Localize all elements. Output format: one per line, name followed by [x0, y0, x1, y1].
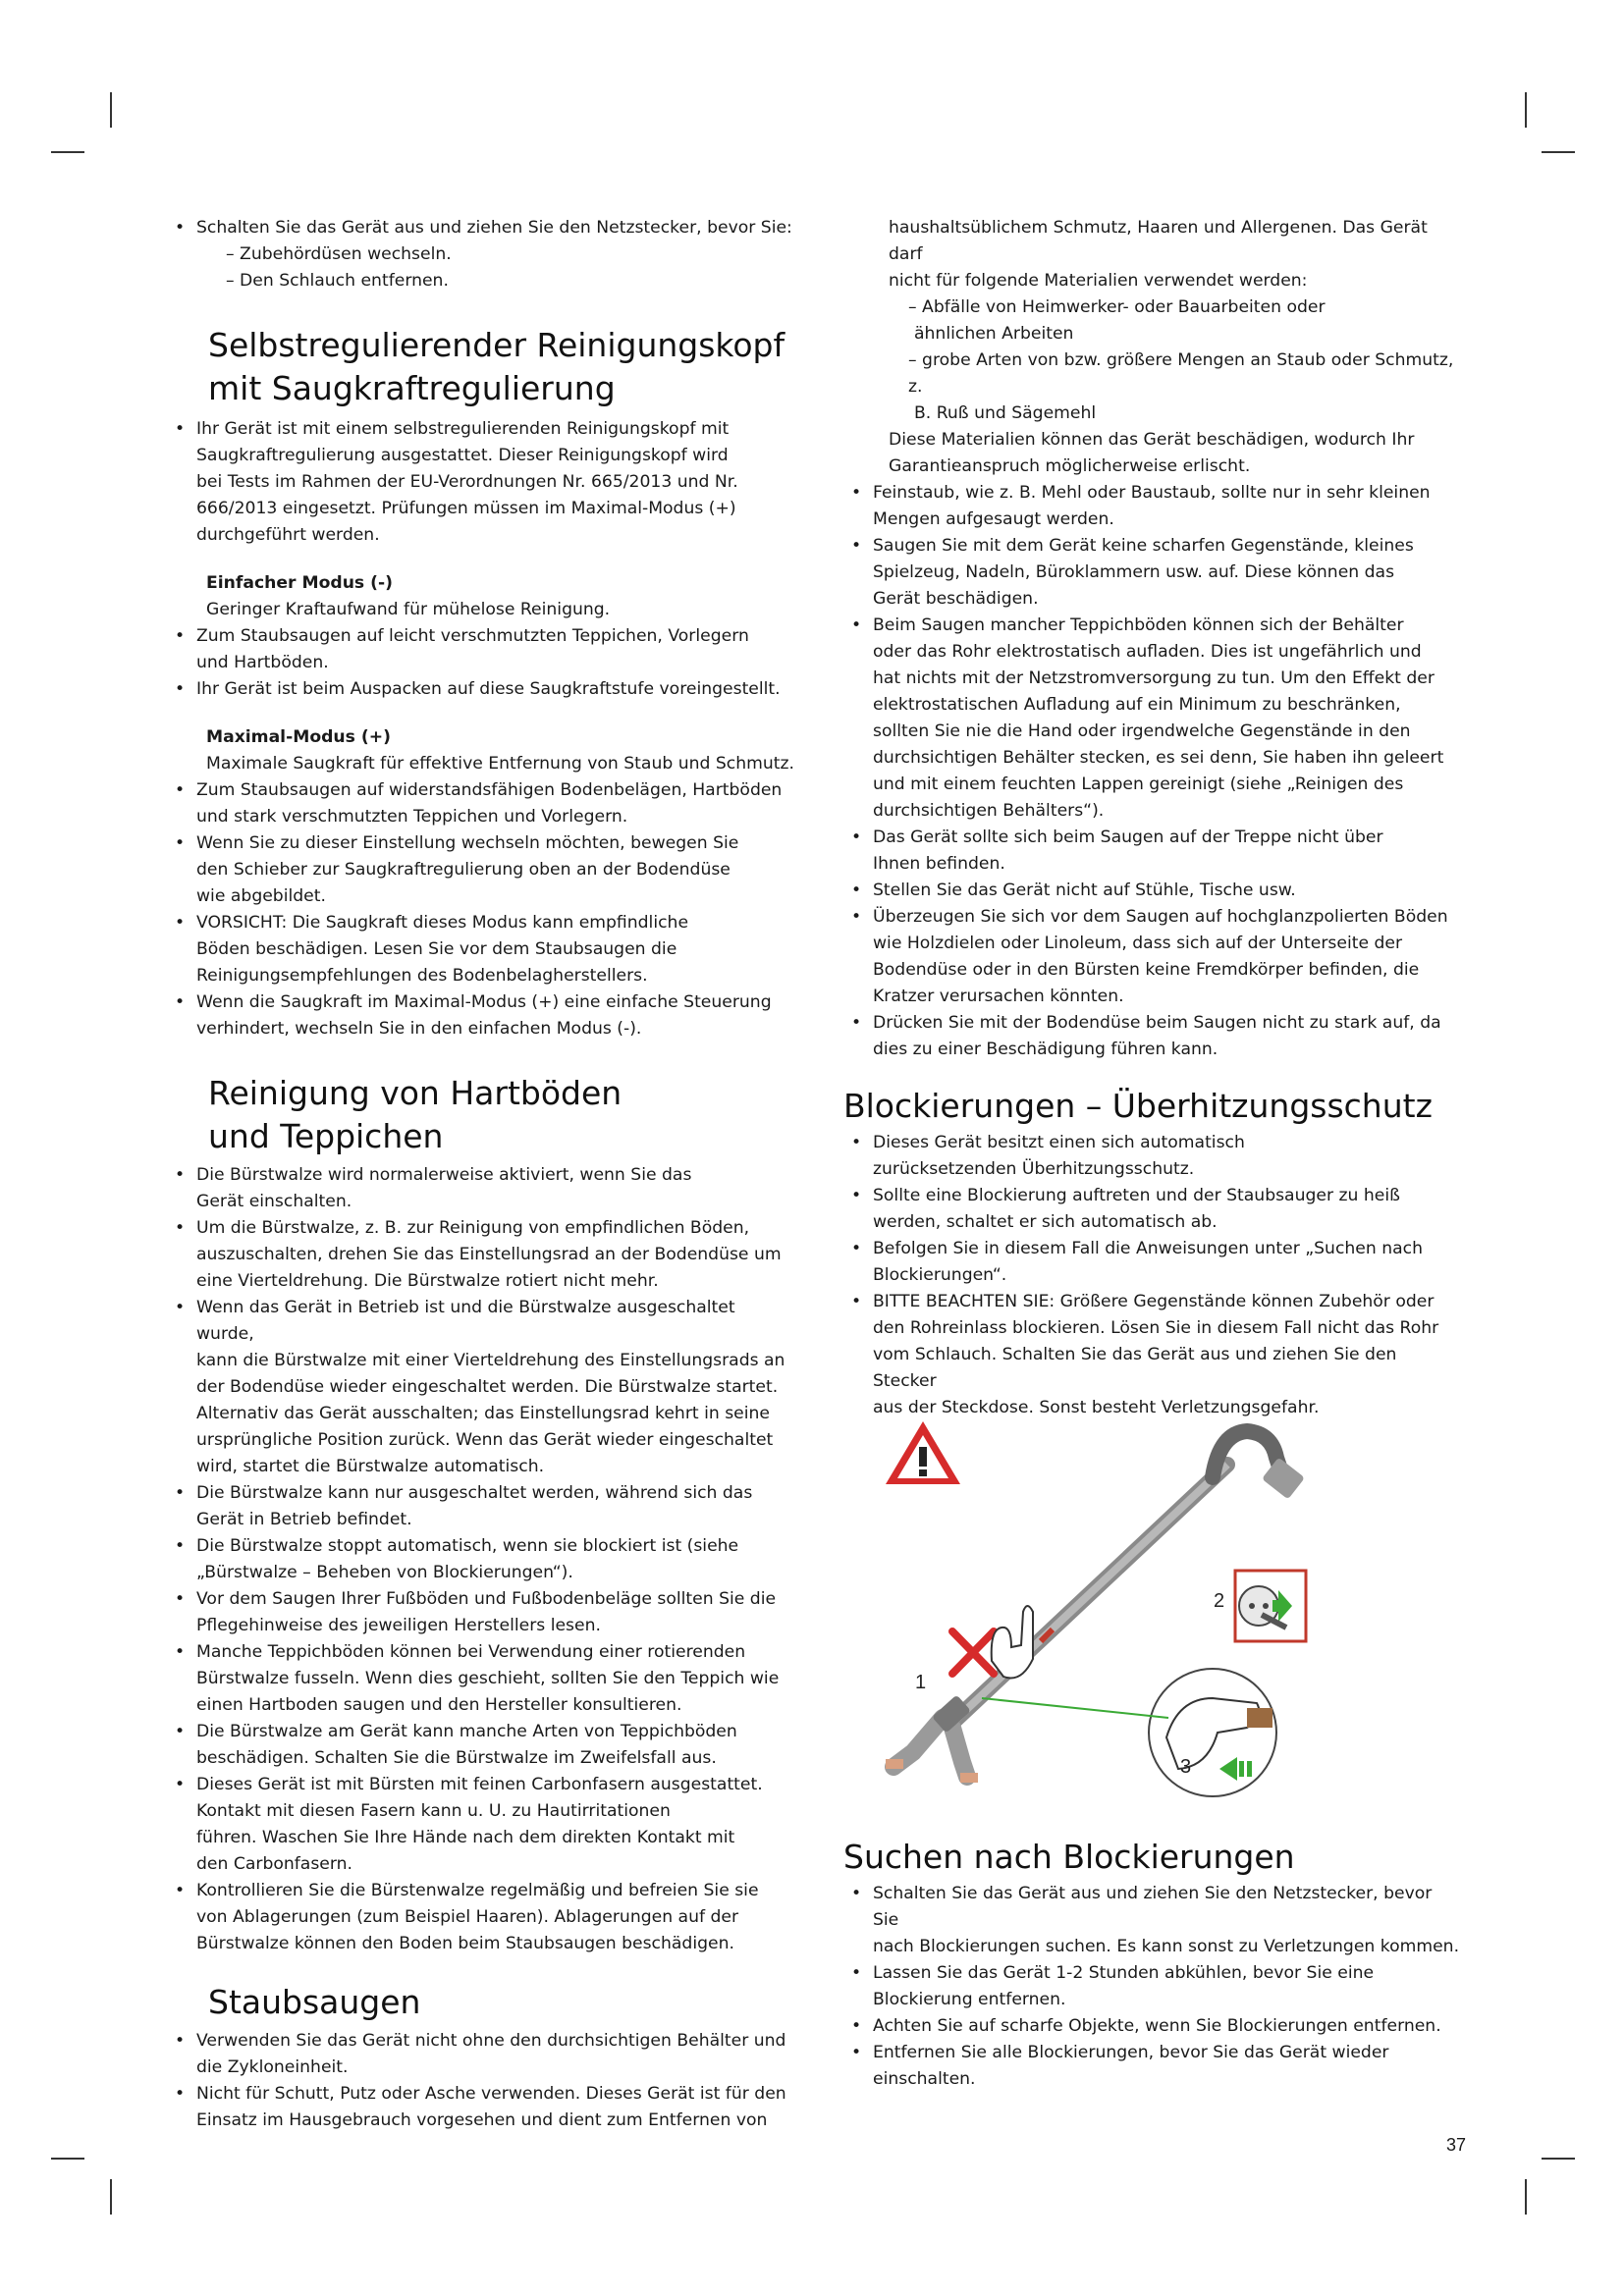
right-column — [843, 215, 1462, 1421]
bullet: • Befolgen Sie in diesem Fall die Anweisungen unter „Suchen nach Blockierungen“. — [851, 1239, 1423, 1285]
crop-mark — [1525, 2179, 1527, 2215]
section-title: Blockierungen – Überhitzungsschutz — [843, 1087, 1433, 1125]
section-title: Suchen nach Blockierungen — [843, 1838, 1295, 1876]
bullet: • Zum Staubsaugen auf widerstandsfähigen Bodenbelägen, Hartböden und stark verschmutzten Teppichen und Vorlegern. — [175, 780, 783, 827]
subsection-text: Maximale Saugkraft für effektive Entfernung von Staub und Schmutz. — [206, 754, 794, 774]
prohibited-hand-icon — [952, 1606, 1033, 1679]
bullet: • Das Gerät sollte sich beim Saugen auf der Treppe nicht über Ihnen befinden. — [851, 828, 1383, 874]
page-number: 37 — [1446, 2135, 1467, 2155]
bullet: • Sollte eine Blockierung auftreten und der Staubsauger zu heiß werden, schaltet er sich automatisch ab. — [851, 1186, 1400, 1232]
leader-line — [982, 1698, 1168, 1718]
bullet: • Überzeugen Sie sich vor dem Saugen auf hochglanzpolierten Böden wie Holzdielen oder Linoleum, dass sich auf der Unterseite der Bodendüse oder in den Bürsten keine Fremdkörper befinden, die Kratzer verursachen könnten. — [851, 907, 1448, 1006]
bullet: • VORSICHT: Die Saugkraft dieses Modus kann empfindliche Böden beschädigen. Lesen Sie vor dem Staubsaugen die Reinigungsempfehlungen des Bodenbelagherstellers. — [175, 913, 689, 986]
bullet: • Zum Staubsaugen auf leicht verschmutzten Teppichen, Vorlegern und Hartböden. — [175, 626, 749, 672]
crop-mark — [110, 2179, 112, 2215]
left-column — [167, 215, 795, 2134]
vacuum-figure — [874, 1404, 1345, 1836]
bullet: • BITTE BEACHTEN SIE: Größere Gegenstände können Zubehör oder den Rohreinlass blockieren. Lösen Sie in diesem Fall nicht das Rohr vom Schlauch. Schalten Sie das Gerät aus und ziehen Sie den Stecker aus der Steckdose. Sonst besteht Verletzungsgefahr. — [851, 1292, 1439, 1417]
bullet: • Ihr Gerät ist mit einem selbstregulierenden Reinigungskopf mit Saugkraftregulierung ausgestattet. Dieser Reinigungskopf wird bei Tests im Rahmen der EU-Verordnungen Nr. 665/2013 und Nr. 666/2013 eingesetzt. Prüfungen müssen im Maximal-Modus (+) durchgeführt werden. — [175, 419, 738, 545]
paragraph: Diese Materialien können das Gerät beschädigen, wodurch Ihr Garantieanspruch möglicherweise erlischt. — [889, 430, 1415, 476]
bullet: • Achten Sie auf scharfe Objekte, wenn Sie Blockierungen entfernen. — [851, 2016, 1441, 2036]
crop-mark — [51, 2158, 84, 2160]
warning-triangle-icon — [886, 1421, 960, 1484]
figure-label: 3 — [1180, 1756, 1192, 1778]
bullet: • Wenn das Gerät in Betrieb ist und die Bürstwalze ausgeschaltet wurde, kann die Bürstwalze mit einer Vierteldrehung des Einstellungsrads an der Bodendüse wieder eingeschaltet werden. Die Bürstwalze startet. Alternativ das Gerät ausschalten; das Einstellungsrad kehrt in seine ursprüngliche Position zurück. Wenn das Gerät wieder eingeschaltet wird, startet die Bürstwalze automatisch. — [175, 1298, 785, 1476]
bullet: • Schalten Sie das Gerät aus und ziehen Sie den Netzstecker, bevor Sie nach Blockierungen suchen. Es kann sonst zu Verletzungen kommen. — [851, 1884, 1460, 1956]
bullet: • Manche Teppichböden können bei Verwendung einer rotierenden Bürstwalze fusseln. Wenn dies geschieht, sollten Sie den Teppich wie einen Hartboden saugen und den Hersteller konsultieren. — [175, 1642, 780, 1715]
section-title: Reinigung von Hartböden und Teppichen — [208, 1074, 623, 1155]
bullet: • Schalten Sie das Gerät aus und ziehen Sie den Netzstecker, bevor Sie: — [175, 218, 792, 238]
blockage-illustration — [874, 1404, 1345, 1836]
bullet: • Die Bürstwalze wird normalerweise aktiviert, wenn Sie das Gerät einschalten. — [175, 1165, 692, 1211]
crop-mark — [1542, 151, 1575, 153]
bullet: • Verwenden Sie das Gerät nicht ohne den durchsichtigen Behälter und die Zykloneinheit. — [175, 2031, 786, 2077]
subsection-heading: Maximal-Modus (+) — [206, 727, 391, 747]
bullet: • Dieses Gerät besitzt einen sich automatisch zurücksetzenden Überhitzungsschutz. — [851, 1133, 1245, 1179]
bullet: • Dieses Gerät ist mit Bürsten mit feinen Carbonfasern ausgestattet. Kontakt mit diesen Fasern kann u. U. zu Hautirritationen führen. Waschen Sie Ihre Hände nach dem direkten Kontakt mit den Carbonfasern. — [175, 1775, 763, 1874]
figure-label: 1 — [915, 1672, 927, 1693]
sub-item: – Zubehördüsen wechseln. — [226, 244, 452, 264]
crop-mark — [110, 92, 112, 128]
bullet: • Ihr Gerät ist beim Auspacken auf diese Saugkraftstufe voreingestellt. — [175, 679, 781, 699]
bullet: • Feinstaub, wie z. B. Mehl oder Baustaub, sollte nur in sehr kleinen Mengen aufgesaugt werden. — [851, 483, 1431, 529]
bullet: • Entfernen Sie alle Blockierungen, bevor Sie das Gerät wieder einschalten. — [851, 2043, 1389, 2089]
subsection-text: Geringer Kraftaufwand für mühelose Reinigung. — [206, 600, 611, 619]
bullet: • Saugen Sie mit dem Gerät keine scharfen Gegenstände, kleines Spielzeug, Nadeln, Büroklammern usw. auf. Diese können das Gerät beschädigen. — [851, 536, 1414, 609]
bullet: • Stellen Sie das Gerät nicht auf Stühle, Tische usw. — [851, 881, 1296, 900]
sub-item: – grobe Arten von bzw. größere Mengen an Staub oder Schmutz, z. B. Ruß und Sägemehl — [908, 350, 1454, 423]
sub-item: – Den Schlauch entfernen. — [226, 271, 449, 291]
bullet: • Nicht für Schutt, Putz oder Asche verwenden. Dieses Gerät ist für den Einsatz im Hausgebrauch vorgesehen und dient zum Entfernen von — [175, 2084, 786, 2130]
crop-mark — [1525, 92, 1527, 128]
bullet: • Wenn Sie zu dieser Einstellung wechseln möchten, bewegen Sie den Schieber zur Saugkraftregulierung oben an der Bodendüse wie abgebildet. — [175, 833, 739, 906]
bullet: • Um die Bürstwalze, z. B. zur Reinigung von empfindlichen Böden, auszuschalten, drehen Sie das Einstellungsrad an der Bodendüse um eine Vierteldrehung. Die Bürstwalze rotiert nicht mehr. — [175, 1218, 782, 1291]
unplug-icon — [1235, 1571, 1306, 1641]
right-column-lower — [843, 1836, 1462, 2093]
bullet: • Vor dem Saugen Ihrer Fußböden und Fußbodenbeläge sollten Sie die Pflegehinweise des jeweiligen Herstellers lesen. — [175, 1589, 777, 1635]
bullet: • Die Bürstwalze kann nur ausgeschaltet werden, während sich das Gerät in Betrieb befindet. — [175, 1483, 753, 1529]
figure-label: 2 — [1214, 1590, 1225, 1612]
bullet: • Die Bürstwalze am Gerät kann manche Arten von Teppichböden beschädigen. Schalten Sie die Bürstwalze im Zweifelsfall aus. — [175, 1722, 737, 1768]
sub-item: – Abfälle von Heimwerker- oder Bauarbeiten oder ähnlichen Arbeiten — [908, 297, 1326, 344]
section-title: Selbstregulierender Reinigungskopf mit Saugkraftregulierung — [208, 326, 785, 407]
paragraph: haushaltsüblichem Schmutz, Haaren und Allergenen. Das Gerät darf nicht für folgende Materialien verwendet werden: — [889, 218, 1428, 291]
bullet: • Beim Saugen mancher Teppichböden können sich der Behälter oder das Rohr elektrostatisch aufladen. Dies ist ungefährlich und hat nichts mit der Netzstromversorgung zu tun. Um den Effekt der elektrostatischen Aufladung auf ein Minimum zu beschränken, sollten Sie nie die Hand oder irgendwelche Gegenstände in den durchsichtigen Behälter stecken, es sei denn, Sie haben ihn geleert und mit einem feuchten Lappen gereinigt (siehe „Reinigen des durchsichtigen Behälters“). — [851, 615, 1444, 821]
hand-removing-blockage-icon — [1149, 1669, 1276, 1796]
crop-mark — [51, 151, 84, 153]
subsection-heading: Einfacher Modus (-) — [206, 573, 393, 593]
bullet: • Die Bürstwalze stoppt automatisch, wenn sie blockiert ist (siehe „Bürstwalze – Beheben von Blockierungen“). — [175, 1536, 739, 1582]
bullet: • Kontrollieren Sie die Bürstenwalze regelmäßig und befreien Sie sie von Ablagerungen (zum Beispiel Haaren). Ablagerungen auf der Bürstwalze können den Boden beim Staubsaugen beschädigen. — [175, 1881, 759, 1953]
bullet: • Lassen Sie das Gerät 1-2 Stunden abkühlen, bevor Sie eine Blockierung entfernen. — [851, 1963, 1375, 2009]
section-title: Staubsaugen — [208, 1983, 421, 2021]
bullet: • Drücken Sie mit der Bodendüse beim Saugen nicht zu stark auf, da dies zu einer Beschädigung führen kann. — [851, 1013, 1441, 1059]
bullet: • Wenn die Saugkraft im Maximal-Modus (+) eine einfache Steuerung verhindert, wechseln Sie in den einfachen Modus (-). — [175, 992, 772, 1039]
crop-mark — [1542, 2158, 1575, 2160]
